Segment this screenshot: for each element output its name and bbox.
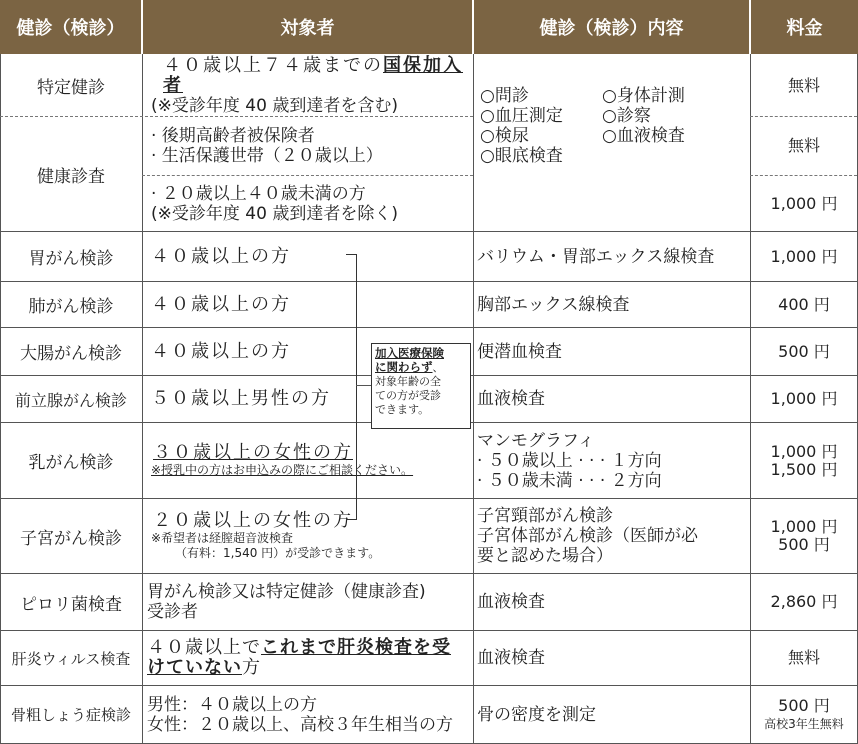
row-igan-target: ４０歳以上の方 (151, 245, 291, 267)
row-tokutei-name: 特定健診 (37, 78, 105, 98)
row-kenkou-fee-b: 1,000 円 (770, 193, 838, 213)
row-kotsuso-content: 骨の密度を測定 (477, 704, 596, 725)
kenkou-target-b-line2: (※受診年度 40 歳到達者を除く) (151, 203, 398, 224)
exam-item-shinsatsu: ○診察 (602, 106, 651, 126)
cancer-rows-bracket (346, 254, 357, 520)
shikyu-content-line2: 子宮体部がん検診（医師が必 (477, 526, 698, 546)
row-shikyu-name: 子宮がん検診 (20, 528, 122, 549)
row-pylori-content: 血液検査 (477, 592, 545, 612)
row-shikyu-target (143, 499, 473, 573)
kenkou-target-a-line1: · 後期高齢者被保険者 (151, 126, 315, 146)
shikyu-content-line1: 子宮頸部がん検診 (477, 506, 613, 526)
row-haigan-fee: 400 円 (778, 294, 830, 314)
row-pylori-target (143, 574, 473, 630)
row-nyugan-name: 乳がん検診 (28, 453, 114, 473)
kotsuso-fee-line2: 高校3年生無料 (764, 716, 844, 731)
insurance-note-line4: ての方が受診 (375, 389, 441, 402)
row-kenkou-name: 健康診査 (37, 166, 105, 187)
kenkou-target-a-line2: · 生活保護世帯（２０歳以上） (151, 146, 383, 166)
row-haigan-name: 肺がん検診 (28, 297, 114, 317)
header-checkup: 健診（検診） (0, 0, 141, 54)
row-kanen-content: 血液検査 (477, 648, 545, 668)
nyugan-target-main: ３０歳以上の女性の方 (153, 442, 353, 463)
row-kenkou-target-a (143, 117, 473, 175)
exam-item-ketsuatsu: ○血圧測定 (480, 106, 563, 126)
insurance-note-line3: 対象年齢の全 (375, 375, 441, 388)
row-nyugan-target (143, 423, 473, 498)
row-kotsuso-target (143, 686, 473, 743)
shikyu-content-line3: 要と認めた場合） (477, 546, 613, 566)
row-daichou-fee: 500 円 (778, 341, 830, 361)
nyugan-fee-line1: 1,000 円 (770, 441, 838, 461)
exam-item-ketsueki: ○血液検査 (602, 126, 685, 146)
kotsuso-fee-line1: 500 円 (778, 695, 830, 715)
row-kenkou-target-b (143, 176, 473, 231)
kanen-target-bold1: これまで肝炎検査を受 (261, 637, 451, 658)
header-fee: 料金 (751, 0, 858, 54)
row-kenkou-fee-a: 無料 (787, 136, 820, 155)
shikyu-fee-line2: 500 円 (778, 535, 830, 554)
nyugan-content-line1: マンモグラフィ (477, 430, 595, 451)
row-igan-name: 胃がん検診 (28, 249, 114, 269)
row-nyugan-fee (751, 423, 857, 498)
row-igan-fee: 1,000 円 (770, 246, 838, 266)
header-content: 健診（検診）内容 (474, 0, 749, 54)
tokutei-target-text: ４０歳以上７４歳までの (163, 54, 383, 76)
insurance-note-bold2: に関わらず (375, 360, 433, 374)
row-tokutei-fee: 無料 (787, 75, 820, 95)
shikyu-fee-line1: 1,000 円 (770, 517, 838, 536)
row-kanen-name: 肝炎ウィルス検査 (11, 649, 131, 668)
exam-item-monshin: ○問診 (480, 86, 529, 106)
kanen-target-bold2: けていない (147, 657, 242, 678)
nyugan-target-note: ※授乳中の方はお申込みの際にご相談ください。 (151, 463, 414, 477)
row-haigan-target: ４０歳以上の方 (151, 293, 291, 315)
kanen-target-post: 方 (242, 657, 261, 678)
shikyu-target-note1: ※希望者は経膣超音波検査 (151, 531, 294, 545)
row-kotsuso-fee (751, 686, 857, 743)
row-kanen-target (143, 631, 473, 685)
insurance-note-line5: できます。 (375, 403, 430, 416)
row-daichou-target: ４０歳以上の方 (151, 340, 291, 362)
row-zenritsu-content: 血液検査 (477, 389, 545, 409)
insurance-note-bold1: 加入医療保険 (375, 346, 444, 360)
row-zenritsu-name: 前立腺がん検診 (14, 390, 127, 410)
insurance-note-comma: 、 (432, 361, 444, 374)
row-daichou-content: 便潜血検査 (477, 341, 562, 362)
shikyu-target-note2: （有料：1,540 円）が受診できます。 (175, 546, 381, 560)
row-pylori-fee: 2,860 円 (770, 592, 838, 611)
row-daichou-name: 大腸がん検診 (20, 344, 122, 364)
nyugan-fee-line2: 1,500 円 (770, 459, 838, 479)
row-igan-content: バリウム・胃部エックス線検査 (477, 246, 715, 267)
nyugan-content-line3: · ５０歳未満 · · · ２方向 (477, 470, 662, 491)
shikyu-target-main: ２０歳以上の女性の方 (153, 510, 353, 531)
pylori-target-line1: 胃がん検診又は特定健診（健康診査) (147, 582, 426, 602)
exam-item-kennyo: ○検尿 (480, 126, 529, 146)
header-target: 対象者 (143, 0, 472, 54)
row-zenritsu-target: ５０歳以上男性の方 (151, 388, 331, 409)
nyugan-content-line2: · ５０歳以上 · · · １方向 (477, 450, 662, 471)
row-shikyu-content (474, 499, 750, 573)
tokutei-target-note: (※受診年度 40 歳到達者を含む) (151, 95, 398, 116)
row-kanen-fee: 無料 (787, 648, 820, 667)
kotsuso-target-line1: 男性：４０歳以上の方 (147, 694, 317, 715)
row-pylori-name: ピロリ菌検査 (20, 594, 122, 615)
row-nyugan-content (474, 423, 750, 498)
row-kotsuso-name: 骨粗しょう症検診 (10, 706, 131, 724)
row-haigan-content: 胸部エックス線検査 (477, 294, 630, 315)
row-tokutei-target (143, 55, 473, 116)
kanen-target-pre: ４０歳以上で (147, 637, 261, 658)
exam-item-shintai: ○身体計測 (602, 86, 685, 106)
exam-item-ganteii: ○眼底検査 (480, 146, 563, 166)
kenkou-target-b-line1: · ２０歳以上４０歳未満の方 (151, 183, 366, 204)
row-shikyu-fee (751, 499, 857, 573)
insurance-note (371, 343, 471, 429)
row-zenritsu-fee: 1,000 円 (770, 389, 838, 408)
pylori-target-line2: 受診者 (147, 602, 198, 622)
tokutei-target-bold: 国保加入者 (163, 54, 463, 96)
kotsuso-target-line2: 女性：２０歳以上、高校３年生相当の方 (147, 714, 453, 735)
